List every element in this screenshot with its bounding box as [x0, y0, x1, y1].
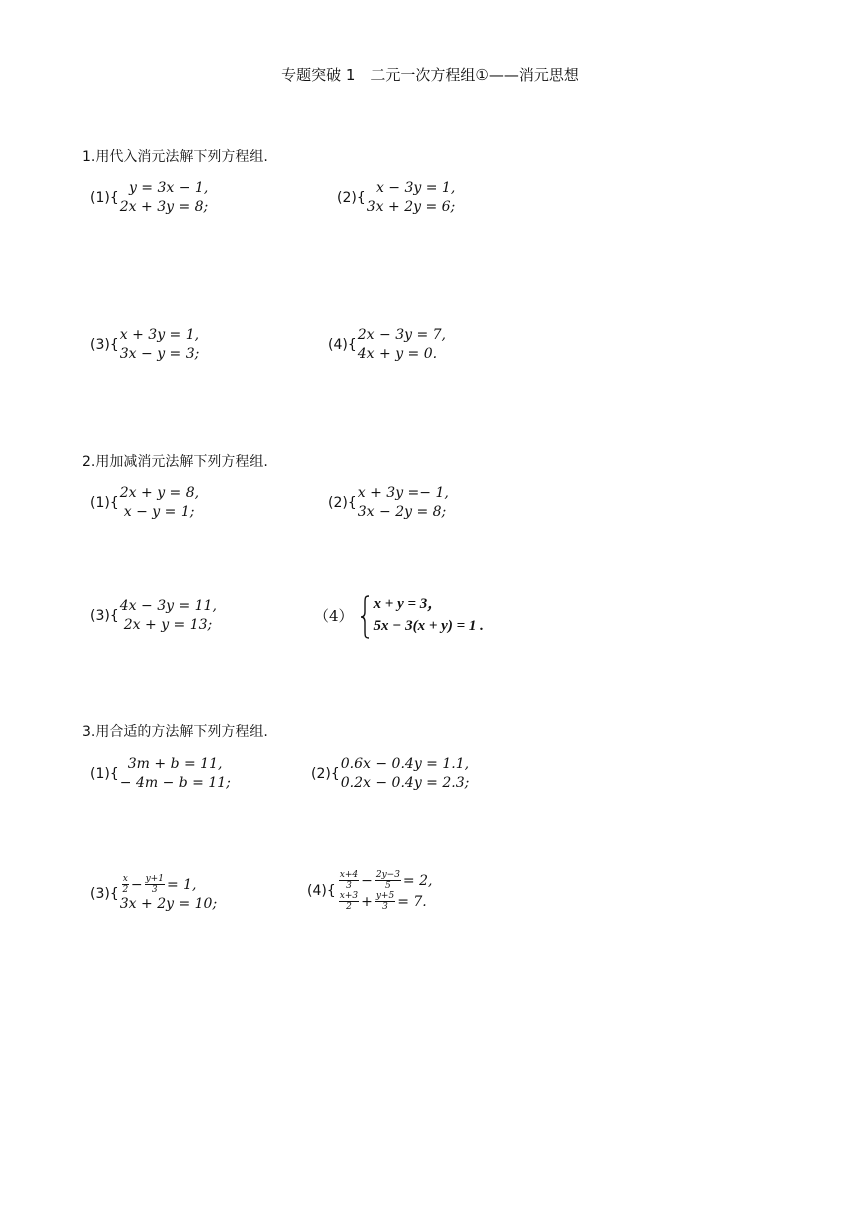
fraction: $\frac{y+5}{3}$ [375, 891, 395, 912]
equation-1: x − 3y = 1, [375, 180, 456, 196]
equation-1: y = 3x − 1, [128, 180, 209, 196]
equation-1: x + 3y =− 1, [357, 485, 449, 501]
problem-2-1 [90, 484, 199, 522]
equation-2: $\frac{x+3}{2}$ + $\frac{y+5}{3}$ = 7. [339, 891, 427, 912]
problem-label: (4) [307, 883, 327, 899]
equation-2: 0.2x − 0.4y = 2.3; [340, 775, 470, 791]
left-brace: { [109, 608, 119, 624]
equation-1: x + 3y = 1, [119, 327, 200, 343]
equation-2: − 4m − b = 11; [119, 775, 231, 791]
equation-2: x − y = 1; [123, 504, 195, 520]
problem-3-2 [311, 755, 469, 793]
problem-label: (4) [328, 337, 348, 353]
problem-1-2 [337, 179, 455, 217]
left-brace: { [109, 766, 119, 782]
problem-label: (2) [337, 190, 357, 206]
equation-2: 5x − 3(x + y) = 1 . [373, 618, 484, 634]
problem-1-1 [90, 179, 208, 217]
problem-label: (1) [90, 190, 110, 206]
problem-label: (1) [90, 495, 110, 511]
problem-label: (3) [90, 886, 110, 902]
problem-2-4 [314, 593, 484, 637]
section-3-heading: 3.用合适的方法解下列方程组. [82, 724, 268, 740]
problem-2-2 [328, 484, 449, 522]
equation-1: $\frac{x+4}{3}$ − $\frac{2y-3}{5}$ = 2, [339, 870, 433, 891]
equation-2: 2x + y = 13; [123, 617, 213, 633]
problem-3-3 [90, 874, 217, 914]
left-brace: { [326, 883, 336, 899]
problem-label: （4） [314, 606, 354, 625]
equation-1: $\frac{x}{2}$ − $\frac{y+1}{3}$ = 1, [122, 874, 197, 895]
left-brace: { [347, 337, 357, 353]
left-brace: { [109, 495, 119, 511]
left-brace: { [330, 766, 340, 782]
equation-1: x + y = 3， [373, 596, 443, 612]
page-title: 专题突破 1 二元一次方程组①——消元思想 [281, 66, 579, 84]
problem-label: (2) [311, 766, 331, 782]
fraction: $\frac{2y-3}{5}$ [375, 870, 400, 891]
problem-3-4 [307, 870, 432, 912]
problem-2-3 [90, 597, 217, 635]
problem-label: (3) [90, 337, 110, 353]
problem-1-3 [90, 326, 199, 364]
equation-2: 3x + 2y = 6; [366, 199, 456, 215]
fraction: $\frac{y+1}{3}$ [145, 874, 164, 895]
equation-2: 3x − 2y = 8; [357, 504, 447, 520]
section-2-heading: 2.用加减消元法解下列方程组. [82, 454, 268, 470]
problem-label: (2) [328, 495, 348, 511]
section-1-heading: 1.用代入消元法解下列方程组. [82, 149, 268, 165]
problem-1-4 [328, 326, 446, 364]
equation-2: 4x + y = 0. [357, 346, 438, 362]
equation-1: 4x − 3y = 11, [119, 598, 217, 614]
equation-1: 0.6x − 0.4y = 1.1, [340, 756, 470, 772]
equation-1: 2x + y = 8, [119, 485, 200, 501]
left-brace: { [109, 886, 119, 902]
fraction: $\frac{x+4}{3}$ [339, 870, 359, 891]
fraction: $\frac{x+3}{2}$ [339, 891, 359, 912]
fraction: $\frac{x}{2}$ [122, 874, 129, 895]
equation-1: 3m + b = 11, [127, 756, 223, 772]
problem-label: (3) [90, 608, 110, 624]
equation-1: 2x − 3y = 7, [357, 327, 447, 343]
equation-2: 2x + 3y = 8; [119, 199, 209, 215]
left-brace: { [109, 190, 119, 206]
equation-2: 3x + 2y = 10; [119, 896, 218, 912]
left-brace: { [347, 495, 357, 511]
equation-2: 3x − y = 3; [119, 346, 200, 362]
problem-label: (1) [90, 766, 110, 782]
left-brace: { [109, 337, 119, 353]
left-brace: { [356, 190, 366, 206]
left-brace [360, 595, 370, 635]
problem-3-1 [90, 755, 231, 793]
